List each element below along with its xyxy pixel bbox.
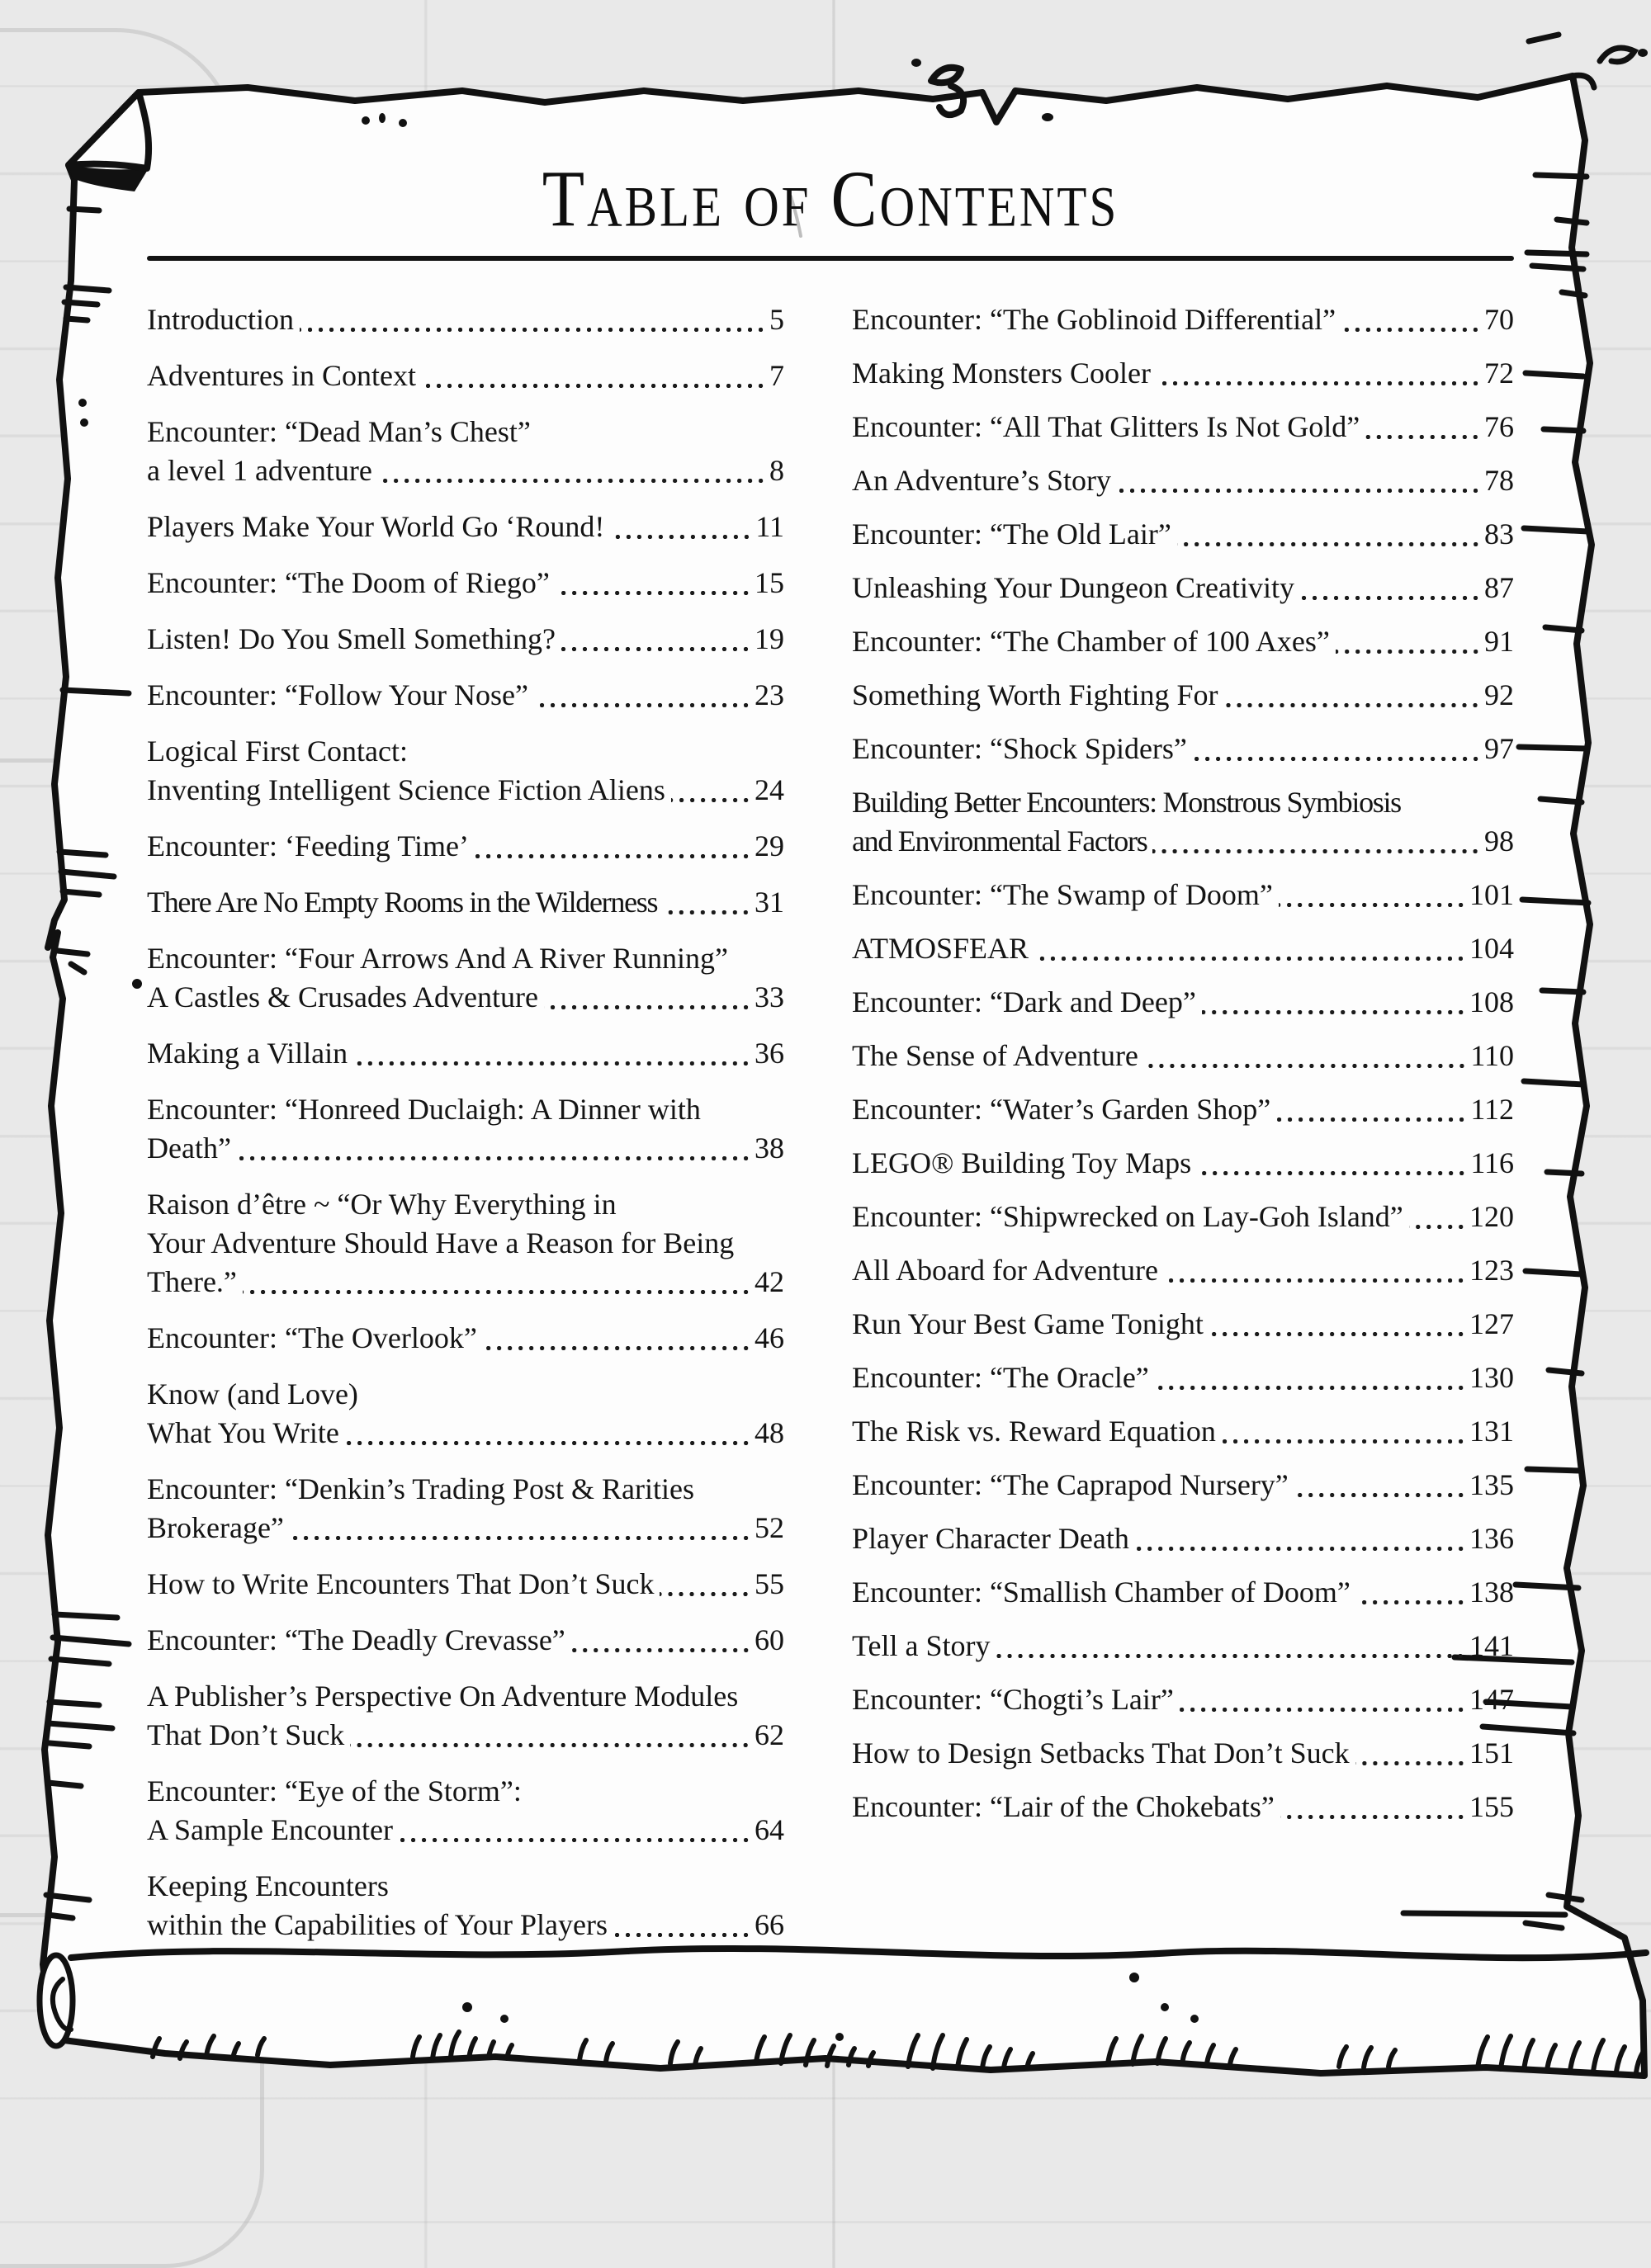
toc-entry xyxy=(147,508,784,546)
toc-entry xyxy=(147,357,784,395)
toc-entry-line: Know (and Love) xyxy=(147,1377,358,1410)
toc-entry-label: Encounter: “Dark and Deep” xyxy=(852,985,1196,1018)
toc-entry-main-line xyxy=(147,1509,784,1547)
toc-dot-leader xyxy=(996,1652,1466,1659)
toc-entry-line: Encounter: “Eye of the Storm”: xyxy=(147,1774,522,1807)
toc-dot-leader xyxy=(1117,487,1481,494)
toc-entry xyxy=(852,1466,1514,1505)
toc-page-number: 136 xyxy=(1469,1522,1514,1555)
toc-entry-label: Encounter: “All That Glitters Is Not Gold” xyxy=(852,410,1360,443)
scroll-dot-top-right xyxy=(1638,49,1648,57)
toc-entry-main-line xyxy=(147,1716,784,1755)
toc-entry-label: A Sample Encounter xyxy=(147,1813,393,1846)
toc-page-number: 116 xyxy=(1470,1146,1514,1179)
toc-entry xyxy=(852,1788,1514,1826)
toc-entry-main-line xyxy=(852,1466,1514,1505)
toc-entry xyxy=(852,1412,1514,1451)
toc-entry-main-line xyxy=(852,1198,1514,1236)
toc-entry xyxy=(852,730,1514,768)
toc-dot-leader xyxy=(1300,594,1481,601)
toc-dot-leader xyxy=(1336,648,1481,654)
toc-entry-main-line xyxy=(147,1414,784,1453)
toc-entry xyxy=(147,827,784,866)
toc-entry-label: Encounter: “The Deadly Crevasse” xyxy=(147,1623,565,1656)
toc-entry xyxy=(147,1772,784,1850)
toc-entry-main-line xyxy=(852,1734,1514,1773)
toc-entry-main-line xyxy=(147,620,784,659)
toc-entry xyxy=(852,1519,1514,1558)
toc-entry xyxy=(852,1037,1514,1075)
toc-entry-main-line xyxy=(852,1358,1514,1397)
toc-entry-line: Encounter: “Denkin’s Trading Post & Rarities xyxy=(147,1472,694,1505)
toc-entry-main-line xyxy=(147,1129,784,1168)
toc-entry-main-line xyxy=(852,1519,1514,1558)
toc-entry-label: and Environmental Factors xyxy=(852,825,1147,858)
toc-entry-main-line xyxy=(852,1788,1514,1826)
toc-dot-leader xyxy=(300,326,766,333)
toc-page-number: 92 xyxy=(1484,678,1514,711)
toc-dot-leader xyxy=(1222,1438,1466,1444)
toc-entry-main-line xyxy=(852,569,1514,607)
toc-entry-line: Building Better Encounters: Monstrous Symbiosis xyxy=(852,786,1401,819)
toc-entry-label: Introduction xyxy=(147,303,294,336)
toc-entry-label: Encounter: “The Chamber of 100 Axes” xyxy=(852,625,1330,658)
toc-entry xyxy=(147,1677,784,1755)
toc-entry-main-line xyxy=(852,622,1514,661)
toc-entry-main-line xyxy=(147,300,784,339)
toc-page-number: 138 xyxy=(1469,1576,1514,1609)
toc-entry-main-line xyxy=(147,564,784,602)
toc-entry xyxy=(147,1034,784,1073)
toc-page-number: 123 xyxy=(1469,1254,1514,1287)
toc-page-number: 70 xyxy=(1484,303,1514,336)
toc-entry xyxy=(852,1305,1514,1344)
toc-entry-label: Inventing Intelligent Science Fiction Aliens xyxy=(147,773,665,806)
toc-dot-leader xyxy=(544,1004,751,1010)
toc-entry xyxy=(852,300,1514,339)
toc-entry xyxy=(852,1573,1514,1612)
toc-entry xyxy=(147,1470,784,1547)
toc-dot-leader xyxy=(237,1155,751,1161)
toc-entry-label: Players Make Your World Go ‘Round! xyxy=(147,510,605,543)
toc-page-number: 141 xyxy=(1469,1629,1514,1662)
toc-dot-leader xyxy=(399,1836,751,1843)
toc-entry-main-line xyxy=(852,983,1514,1022)
toc-columns xyxy=(147,300,1514,1962)
toc-dot-leader xyxy=(671,796,751,803)
toc-page-number: 127 xyxy=(1469,1307,1514,1340)
toc-dot-leader xyxy=(1280,1813,1466,1820)
toc-entry-label: Unleashing Your Dungeon Creativity xyxy=(852,571,1294,604)
toc-entry-main-line xyxy=(147,978,784,1017)
toc-dot-leader xyxy=(1144,1062,1467,1069)
toc-dot-leader xyxy=(1341,326,1481,333)
toc-page-number: 83 xyxy=(1484,517,1514,550)
toc-entry-label: within the Capabilities of Your Players xyxy=(147,1908,608,1941)
toc-entry-main-line xyxy=(852,1412,1514,1451)
toc-entry xyxy=(852,622,1514,661)
toc-entry-main-line xyxy=(852,461,1514,500)
toc-entry xyxy=(852,354,1514,393)
toc-entry-main-line xyxy=(852,354,1514,393)
toc-page-number: 55 xyxy=(755,1567,784,1600)
toc-entry xyxy=(147,620,784,659)
toc-entry-label: Encounter: “The Oracle” xyxy=(852,1361,1149,1394)
toc-dot-leader xyxy=(1356,1599,1466,1605)
toc-entry-label: Player Character Death xyxy=(852,1522,1129,1555)
toc-dot-leader xyxy=(353,1060,751,1066)
toc-page-number: 66 xyxy=(755,1908,784,1941)
toc-entry-label: Encounter: “The Goblinoid Differential” xyxy=(852,303,1336,336)
toc-entry-main-line xyxy=(852,1090,1514,1129)
scroll-roll-end xyxy=(40,1955,73,2046)
toc-dot-leader xyxy=(1135,1545,1466,1552)
toc-entry xyxy=(147,1090,784,1168)
toc-entry xyxy=(147,1375,784,1453)
toc-dot-leader xyxy=(345,1439,751,1446)
toc-entry-main-line xyxy=(147,1811,784,1850)
toc-dot-leader xyxy=(1409,1223,1466,1230)
toc-entry-label: The Sense of Adventure xyxy=(852,1039,1138,1072)
toc-entry-label: An Adventure’s Story xyxy=(852,464,1111,497)
toc-entry-label: Encounter: “The Old Lair” xyxy=(852,517,1171,550)
toc-entry xyxy=(852,1251,1514,1290)
toc-page-number: 31 xyxy=(755,886,784,919)
toc-entry-line: Encounter: “Four Arrows And A River Running” xyxy=(147,942,728,975)
toc-entry-label: a level 1 adventure xyxy=(147,454,372,487)
toc-dot-leader xyxy=(378,477,766,484)
toc-page-number: 33 xyxy=(755,980,784,1014)
toc-entry xyxy=(852,1627,1514,1666)
toc-page-number: 101 xyxy=(1469,878,1514,911)
toc-entry-label: Tell a Story xyxy=(852,1629,991,1662)
toc-entry xyxy=(147,300,784,339)
toc-dot-leader xyxy=(1202,1009,1466,1015)
toc-dot-leader xyxy=(1180,1706,1466,1713)
toc-page-number: 112 xyxy=(1470,1093,1514,1126)
toc-dot-leader xyxy=(556,589,751,596)
toc-entry-label: Encounter: “Follow Your Nose” xyxy=(147,678,528,711)
toc-entry xyxy=(852,408,1514,447)
toc-entry-main-line xyxy=(852,1627,1514,1666)
toc-dot-leader xyxy=(1279,901,1466,908)
page-title-text: Table of Contents xyxy=(542,154,1119,244)
toc-entry-label: Encounter: “The Swamp of Doom” xyxy=(852,878,1273,911)
toc-entry-label: All Aboard for Adventure xyxy=(852,1254,1158,1287)
toc-entry xyxy=(147,883,784,922)
toc-entry xyxy=(147,676,784,715)
toc-entry-label: Listen! Do You Smell Something? xyxy=(147,622,556,655)
toc-dot-leader xyxy=(350,1741,751,1748)
toc-entry xyxy=(147,1185,784,1302)
toc-entry-line: Encounter: “Honreed Duclaigh: A Dinner with xyxy=(147,1093,701,1126)
toc-entry xyxy=(852,1090,1514,1129)
toc-page-number: 97 xyxy=(1484,732,1514,765)
toc-entry-label: LEGO® Building Toy Maps xyxy=(852,1146,1192,1179)
toc-page-number: 19 xyxy=(755,622,784,655)
toc-entry-main-line xyxy=(852,408,1514,447)
toc-page-number: 151 xyxy=(1469,1736,1514,1770)
toc-dot-leader xyxy=(422,382,766,389)
toc-entry xyxy=(147,1621,784,1660)
toc-entry xyxy=(147,939,784,1017)
toc-entry-line: Keeping Encounters xyxy=(147,1869,389,1902)
toc-page-number: 46 xyxy=(755,1321,784,1354)
toc-dot-leader xyxy=(571,1647,751,1653)
toc-page-number: 98 xyxy=(1484,825,1514,858)
toc-dot-leader xyxy=(534,702,751,708)
toc-dot-leader xyxy=(475,853,751,859)
toc-entry-line: A Publisher’s Perspective On Adventure Modules xyxy=(147,1680,739,1713)
toc-entry-line: Your Adventure Should Have a Reason for Being xyxy=(147,1226,735,1259)
toc-entry-main-line xyxy=(147,357,784,395)
toc-page-number: 130 xyxy=(1469,1361,1514,1394)
toc-dot-leader xyxy=(1223,702,1481,708)
toc-entry-main-line xyxy=(852,730,1514,768)
toc-page-number: 38 xyxy=(755,1132,784,1165)
toc-column-left xyxy=(147,300,784,1962)
toc-entry-line: Raison d’être ~ “Or Why Everything in xyxy=(147,1188,617,1221)
toc-entry xyxy=(852,676,1514,715)
toc-column-right xyxy=(852,300,1514,1962)
toc-entry-main-line xyxy=(147,1263,784,1302)
toc-dot-leader xyxy=(1197,1169,1467,1176)
toc-page-number: 110 xyxy=(1470,1039,1514,1072)
title-rule xyxy=(147,256,1514,261)
toc-dot-leader xyxy=(243,1288,751,1295)
toc-dot-leader xyxy=(1294,1491,1466,1498)
toc-dot-leader xyxy=(663,909,751,915)
toc-entry-main-line xyxy=(852,1144,1514,1183)
toc-page-number: 147 xyxy=(1469,1683,1514,1716)
toc-page-number: 24 xyxy=(755,773,784,806)
toc-entry xyxy=(852,929,1514,968)
toc-entry-main-line xyxy=(852,1680,1514,1719)
toc-entry-main-line xyxy=(147,827,784,866)
toc-dot-leader xyxy=(1177,541,1481,547)
toc-page-number: 5 xyxy=(769,303,784,336)
toc-entry-label: What You Write xyxy=(147,1416,339,1449)
toc-entry-main-line xyxy=(147,771,784,810)
toc-entry-label: Run Your Best Game Tonight xyxy=(852,1307,1204,1340)
toc-entry-main-line xyxy=(852,676,1514,715)
toc-entry-label: Making Monsters Cooler xyxy=(852,357,1151,390)
toc-entry-main-line xyxy=(852,1573,1514,1612)
toc-page-number: 72 xyxy=(1484,357,1514,390)
toc-entry-label: The Risk vs. Reward Equation xyxy=(852,1415,1216,1448)
toc-entry xyxy=(852,1198,1514,1236)
toc-dot-leader xyxy=(1155,1384,1466,1391)
scroll-fold-flap xyxy=(69,92,149,168)
toc-page-number: 104 xyxy=(1469,932,1514,965)
toc-dot-leader xyxy=(1157,380,1481,386)
toc-entry xyxy=(852,461,1514,500)
toc-entry xyxy=(852,1734,1514,1773)
toc-entry-line: Encounter: “Dead Man’s Chest” xyxy=(147,415,531,448)
toc-entry xyxy=(852,515,1514,554)
toc-page-number: 76 xyxy=(1484,410,1514,443)
toc-page-number: 78 xyxy=(1484,464,1514,497)
toc-entry-main-line xyxy=(852,876,1514,914)
toc-entry xyxy=(852,983,1514,1022)
toc-dot-leader xyxy=(1164,1277,1466,1283)
toc-entry xyxy=(147,564,784,602)
toc-entry-main-line xyxy=(852,1305,1514,1344)
toc-page-number: 120 xyxy=(1469,1200,1514,1233)
toc-dot-leader xyxy=(561,645,751,652)
toc-entry xyxy=(147,1565,784,1604)
toc-page-number: 60 xyxy=(755,1623,784,1656)
toc-entry-main-line xyxy=(147,1319,784,1358)
toc-entry xyxy=(147,732,784,810)
toc-page-number: 64 xyxy=(755,1813,784,1846)
toc-entry-main-line xyxy=(852,1251,1514,1290)
toc-page-number: 155 xyxy=(1469,1790,1514,1823)
toc-entry-label: Brokerage” xyxy=(147,1511,284,1544)
toc-entry-line: Logical First Contact: xyxy=(147,735,408,768)
page-title xyxy=(147,154,1514,248)
toc-entry-main-line xyxy=(147,883,784,922)
toc-entry-main-line xyxy=(147,1034,784,1073)
toc-entry xyxy=(147,413,784,490)
toc-entry-label: Encounter: “The Doom of Riego” xyxy=(147,566,550,599)
toc-page-number: 29 xyxy=(755,829,784,862)
toc-page-number: 52 xyxy=(755,1511,784,1544)
toc-entry xyxy=(852,569,1514,607)
toc-entry-label: Encounter: “Chogti’s Lair” xyxy=(852,1683,1174,1716)
toc-dot-leader xyxy=(660,1590,751,1597)
toc-entry xyxy=(852,1144,1514,1183)
toc-entry-label: Encounter: “Smallish Chamber of Doom” xyxy=(852,1576,1351,1609)
toc-entry-label: ATMOSFEAR xyxy=(852,932,1029,965)
toc-entry-main-line xyxy=(852,300,1514,339)
toc-page-number: 87 xyxy=(1484,571,1514,604)
toc-dot-leader xyxy=(610,533,752,540)
toc-entry-label: Encounter: “Lair of the Chokebats” xyxy=(852,1790,1275,1823)
toc-entry-main-line xyxy=(852,515,1514,554)
toc-page-number: 108 xyxy=(1469,985,1514,1018)
toc-entry-main-line xyxy=(147,676,784,715)
toc-entry-label: Encounter: “Water’s Garden Shop” xyxy=(852,1093,1271,1126)
toc-entry xyxy=(147,1867,784,1944)
toc-page-number: 7 xyxy=(769,359,784,392)
toc-entry-label: Encounter: “The Overlook” xyxy=(147,1321,477,1354)
toc-entry xyxy=(852,1680,1514,1719)
toc-entry-label: Encounter: “The Caprapod Nursery” xyxy=(852,1468,1289,1501)
toc-entry xyxy=(852,1358,1514,1397)
toc-entry-main-line xyxy=(852,929,1514,968)
toc-entry-label: A Castles & Crusades Adventure xyxy=(147,980,538,1014)
toc-entry-main-line xyxy=(852,1037,1514,1075)
toc-dot-leader xyxy=(290,1534,751,1541)
toc-entry-main-line xyxy=(852,822,1514,861)
toc-entry-label: Encounter: “Shipwrecked on Lay-Goh Island” xyxy=(852,1200,1403,1233)
toc-dot-leader xyxy=(1034,955,1466,962)
toc-page-number: 15 xyxy=(755,566,784,599)
toc-entry xyxy=(852,876,1514,914)
toc-entry-label: Making a Villain xyxy=(147,1037,348,1070)
toc-dot-leader xyxy=(1365,433,1481,440)
toc-page-number: 131 xyxy=(1469,1415,1514,1448)
toc-entry-label: Death” xyxy=(147,1132,231,1165)
toc-entry-label: Adventures in Context xyxy=(147,359,416,392)
toc-page-number: 135 xyxy=(1469,1468,1514,1501)
toc-entry xyxy=(852,783,1514,861)
toc-page-number: 23 xyxy=(755,678,784,711)
toc-entry-main-line xyxy=(147,508,784,546)
toc-entry-label: How to Design Setbacks That Don’t Suck xyxy=(852,1736,1350,1770)
toc-page-number: 91 xyxy=(1484,625,1514,658)
toc-page-number: 11 xyxy=(755,510,784,543)
toc-page-number: 62 xyxy=(755,1718,784,1751)
toc-page-number: 48 xyxy=(755,1416,784,1449)
toc-dot-leader xyxy=(483,1344,751,1351)
toc-entry-label: There Are No Empty Rooms in the Wilderness xyxy=(147,886,658,919)
toc-entry-label: Encounter: ‘Feeding Time’ xyxy=(147,829,469,862)
toc-page-number: 36 xyxy=(755,1037,784,1070)
toc-page-number: 8 xyxy=(769,454,784,487)
toc-entry xyxy=(147,1319,784,1358)
toc-entry-main-line xyxy=(147,1565,784,1604)
toc-dot-leader xyxy=(1276,1116,1467,1122)
toc-entry-label: Encounter: “Shock Spiders” xyxy=(852,732,1187,765)
toc-dot-leader xyxy=(1355,1760,1466,1766)
toc-entry-label: How to Write Encounters That Don’t Suck xyxy=(147,1567,655,1600)
toc-entry-label: Something Worth Fighting For xyxy=(852,678,1218,711)
toc-dot-leader xyxy=(1193,755,1481,762)
toc-entry-label: That Don’t Suck xyxy=(147,1718,345,1751)
toc-entry-main-line xyxy=(147,1906,784,1944)
toc-entry-label: There.” xyxy=(147,1265,237,1298)
toc-entry-main-line xyxy=(147,451,784,490)
toc-content xyxy=(147,154,1514,1962)
toc-dot-leader xyxy=(1152,848,1481,854)
toc-page-number: 42 xyxy=(755,1265,784,1298)
toc-dot-leader xyxy=(613,1931,751,1938)
toc-dot-leader xyxy=(1209,1330,1466,1337)
toc-entry-main-line xyxy=(147,1621,784,1660)
